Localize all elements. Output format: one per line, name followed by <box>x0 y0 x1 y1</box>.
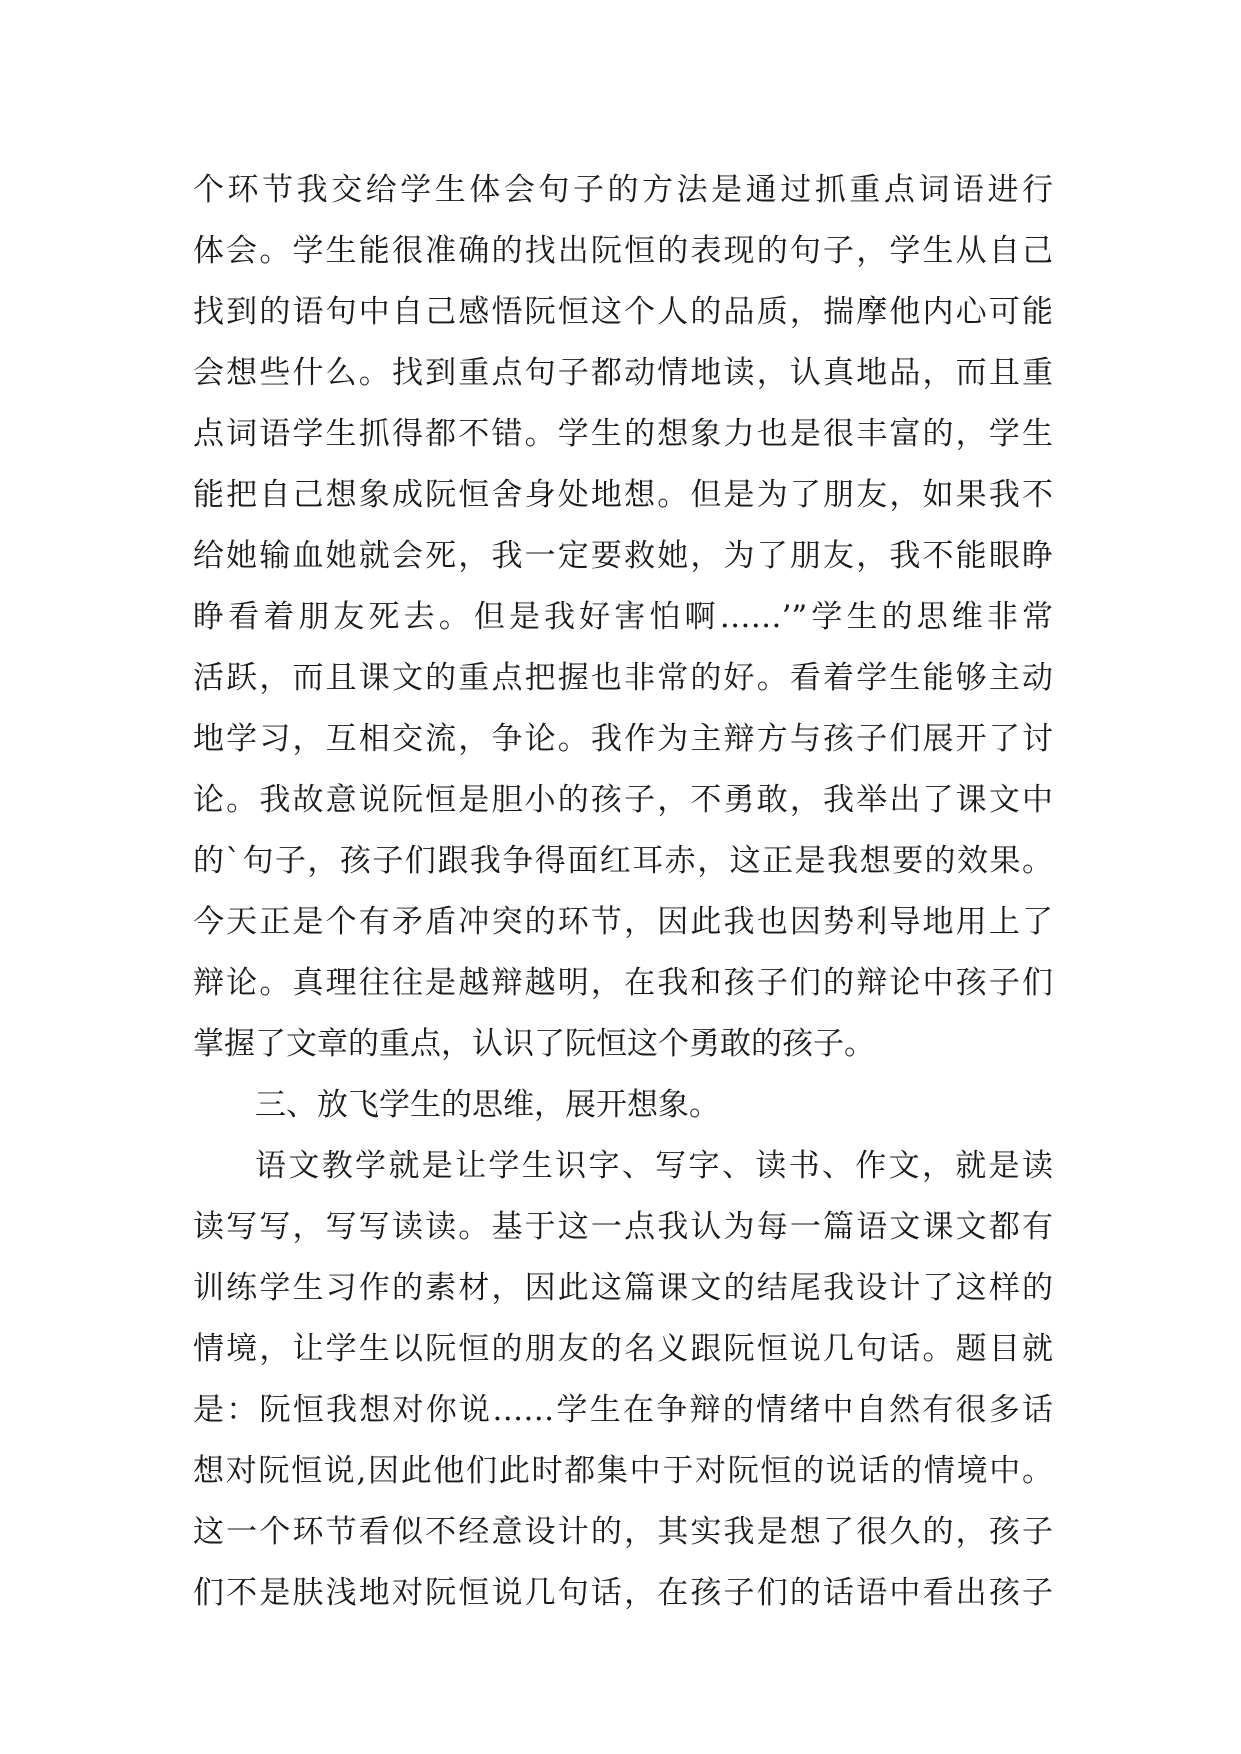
text-line: 会想些什么。找到重点句子都动情地读，认真地品，而且重 <box>193 355 1053 391</box>
text-line: 辩论。真理往往是越辩越明，在我和孩子们的辩论中孩子们 <box>193 965 1053 1001</box>
text-line: 体会。学生能很准确的找出阮恒的表现的句子，学生从自己 <box>193 233 1053 269</box>
text-line: 找到的语句中自己感悟阮恒这个人的品质，揣摩他内心可能 <box>193 294 1053 330</box>
text-line: 是：阮恒我想对你说……学生在争辩的情绪中自然有很多话 <box>193 1392 1053 1428</box>
body-text <box>193 160 1053 1624</box>
text-line: 的`句子，孩子们跟我争得面红耳赤，这正是我想要的效果。 <box>193 843 1053 879</box>
text-line: 个环节我交给学生体会句子的方法是通过抓重点词语进行 <box>193 172 1053 208</box>
text-line: 训练学生习作的素材，因此这篇课文的结尾我设计了这样的 <box>193 1270 1053 1306</box>
text-line: 今天正是个有矛盾冲突的环节，因此我也因势利导地用上了 <box>193 904 1053 940</box>
text-line: 给她输血她就会死，我一定要救她，为了朋友，我不能眼睁 <box>193 538 1053 574</box>
text-line: 地学习，互相交流，争论。我作为主辩方与孩子们展开了讨 <box>193 721 1053 757</box>
text-line: 想对阮恒说,因此他们此时都集中于对阮恒的说话的情境中。 <box>193 1453 1053 1489</box>
text-line: 掌握了文章的重点，认识了阮恒这个勇敢的孩子。 <box>193 1026 875 1062</box>
text-line: 三、放飞学生的思维，展开想象。 <box>255 1087 720 1123</box>
text-line: 情境，让学生以阮恒的朋友的名义跟阮恒说几句话。题目就 <box>193 1331 1053 1367</box>
text-line: 这一个环节看似不经意设计的，其实我是想了很久的，孩子 <box>193 1514 1053 1550</box>
text-line: 活跃，而且课文的重点把握也非常的好。看着学生能够主动 <box>193 660 1053 696</box>
text-line: 们不是肤浅地对阮恒说几句话，在孩子们的话语中看出孩子 <box>193 1575 1053 1611</box>
text-line: 睁看着朋友死去。但是我好害怕啊……’”学生的思维非常 <box>193 599 1053 635</box>
text-line: 读写写，写写读读。基于这一点我认为每一篇语文课文都有 <box>193 1209 1053 1245</box>
text-line: 论。我故意说阮恒是胆小的孩子，不勇敢，我举出了课文中 <box>193 782 1053 818</box>
text-line: 点词语学生抓得都不错。学生的想象力也是很丰富的，学生 <box>193 416 1053 452</box>
text-line: 语文教学就是让学生识字、写字、读书、作文，就是读 <box>255 1148 1053 1184</box>
text-line: 能把自己想象成阮恒舍身处地想。但是为了朋友，如果我不 <box>193 477 1053 513</box>
